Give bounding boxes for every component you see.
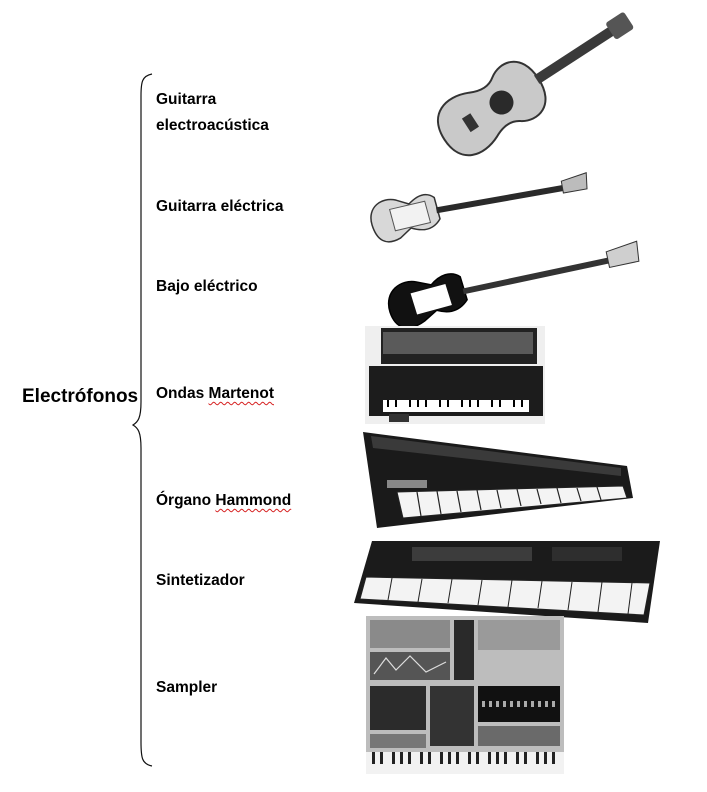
hammond-organ-image — [357, 428, 635, 530]
sampler-software-image — [366, 616, 564, 774]
curly-brace — [132, 72, 154, 768]
acoustic-guitar-image — [410, 6, 650, 162]
electric-bass-image — [380, 232, 644, 328]
item-label-ondas-martenot: Ondas Martenot — [156, 385, 274, 402]
synthesizer-image — [352, 537, 662, 627]
item-label-organo-hammond: Órgano Hammond — [156, 492, 292, 509]
item-label-guitarra-electroacustica: Guitarra electroacústica — [156, 91, 269, 134]
item-label-bajo-electrico: Bajo eléctrico — [156, 278, 258, 295]
item-label-sintetizador: Sintetizador — [156, 572, 245, 589]
item-label-guitarra-electrica: Guitarra eléctrica — [156, 198, 284, 215]
item-label-sampler: Sampler — [156, 679, 218, 696]
ondes-martenot-image — [365, 326, 545, 424]
category-title: Electrófonos — [22, 386, 139, 407]
